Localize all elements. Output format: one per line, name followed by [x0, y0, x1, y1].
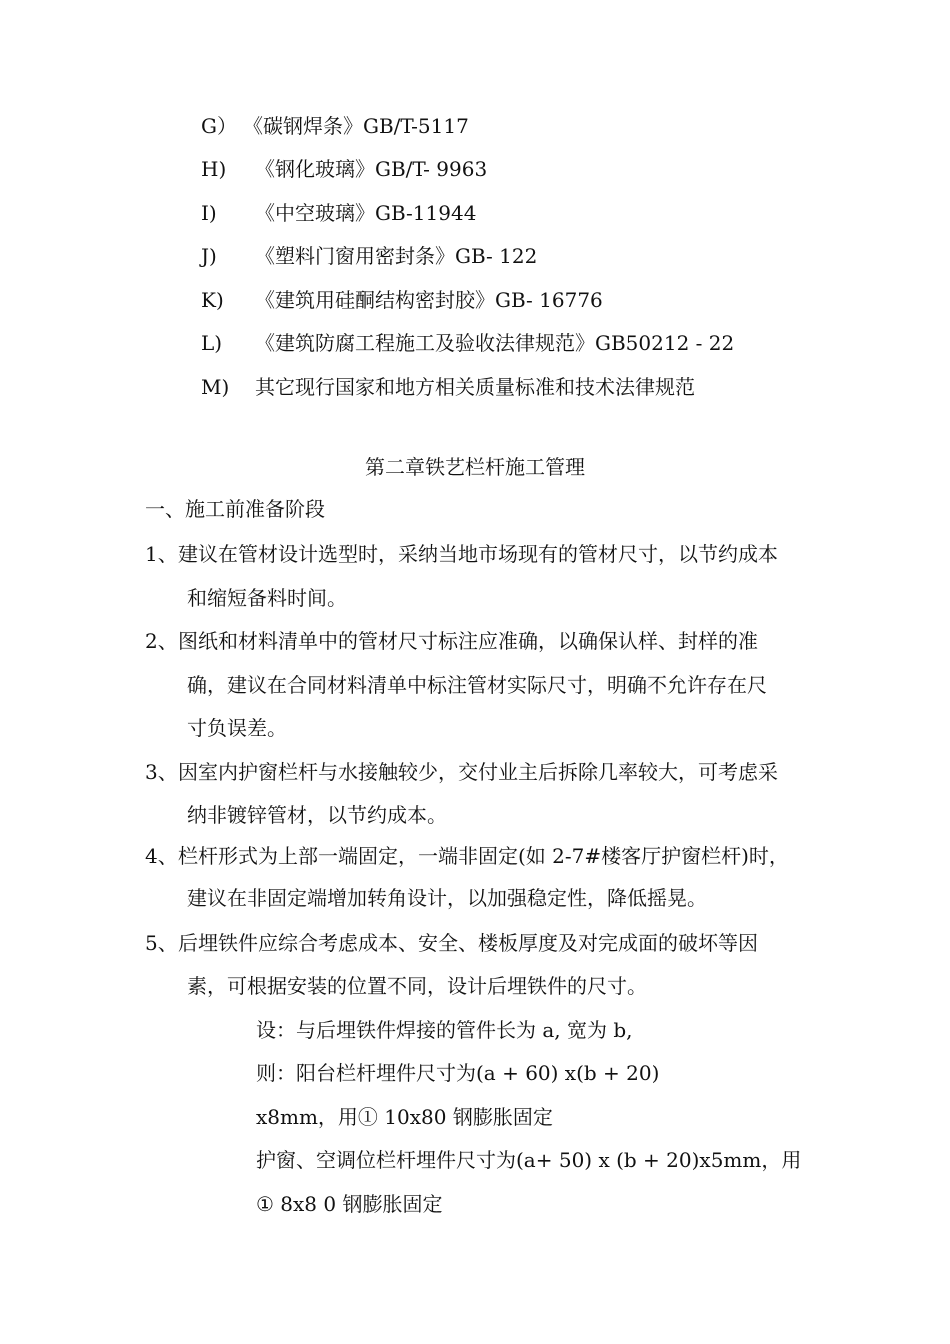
standard-label-m: M) — [201, 375, 230, 399]
standard-text-h: 《钢化玻璃》GB/T- 9963 — [255, 157, 488, 181]
item-3-line-1: 因室内护窗栏杆与水接触较少，交付业主后拆除几率较大，可考虑采 — [178, 760, 778, 784]
formula-balcony-fixing: x8mm，用① 10x80 钢膨胀固定 — [256, 1105, 553, 1129]
formula-window-size: 护窗、空调位栏杆埋件尺寸为(a+ 50) x (b + 20)x5mm，用 — [256, 1148, 802, 1172]
item-2-line-3: 寸负误差。 — [187, 716, 287, 740]
item-3-line-2: 纳非镀锌管材，以节约成本。 — [187, 803, 447, 827]
standard-text-j: 《塑料门窗用密封条》GB- 122 — [255, 244, 538, 268]
standard-text-k: 《建筑用硅酮结构密封胶》GB- 16776 — [255, 288, 603, 312]
item-1-line-1: 建议在管材设计选型时，采纳当地市场现有的管材尺寸，以节约成本 — [178, 542, 778, 566]
standard-label-l: L) — [201, 331, 223, 355]
standard-label-i: I) — [201, 201, 217, 225]
section-title: 一、施工前准备阶段 — [145, 497, 325, 521]
item-1-line-2: 和缩短备料时间。 — [187, 586, 347, 610]
standard-text-l: 《建筑防腐工程施工及验收法律规范》GB50212 - 22 — [255, 331, 735, 355]
standard-label-j: J) — [201, 244, 217, 268]
item-number-3: 3、 — [145, 760, 178, 784]
item-4-line-2: 建议在非固定端增加转角设计，以加强稳定性，降低摇晃。 — [187, 886, 707, 910]
formula-balcony-size: 则：阳台栏杆埋件尺寸为(a + 60) x(b + 20) — [256, 1061, 660, 1085]
standard-label-k: K) — [201, 288, 224, 312]
item-number-5: 5、 — [145, 931, 178, 955]
item-4-line-1: 栏杆形式为上部一端固定，一端非固定(如 2-7#楼客厅护窗栏杆)时， — [178, 844, 789, 868]
item-number-1: 1、 — [145, 542, 178, 566]
item-5-line-2: 素，可根据安装的位置不同，设计后埋铁件的尺寸。 — [187, 974, 647, 998]
item-number-4: 4、 — [145, 844, 178, 868]
formula-window-fixing: ① 8x8 0 钢膨胀固定 — [256, 1192, 443, 1216]
item-5-line-1: 后埋铁件应综合考虑成本、安全、楼板厚度及对完成面的破坏等因 — [178, 931, 758, 955]
standard-label-g: G） — [201, 114, 237, 138]
standard-text-i: 《中空玻璃》GB-11944 — [255, 201, 477, 225]
item-number-2: 2、 — [145, 629, 178, 653]
standard-text-m: 其它现行国家和地方相关质量标准和技术法律规范 — [255, 375, 695, 399]
item-2-line-2: 确，建议在合同材料清单中标注管材实际尺寸，明确不允许存在尺 — [187, 673, 767, 697]
formula-definition: 设：与后埋铁件焊接的管件长为 a, 宽为 b, — [256, 1018, 633, 1042]
standard-text-g: 《碳钢焊条》GB/T-5117 — [243, 114, 469, 138]
item-2-line-1: 图纸和材料清单中的管材尺寸标注应准确，以确保认样、封样的准 — [178, 629, 758, 653]
standard-label-h: H) — [201, 157, 227, 181]
chapter-title: 第二章铁艺栏杆施工管理 — [365, 455, 585, 479]
